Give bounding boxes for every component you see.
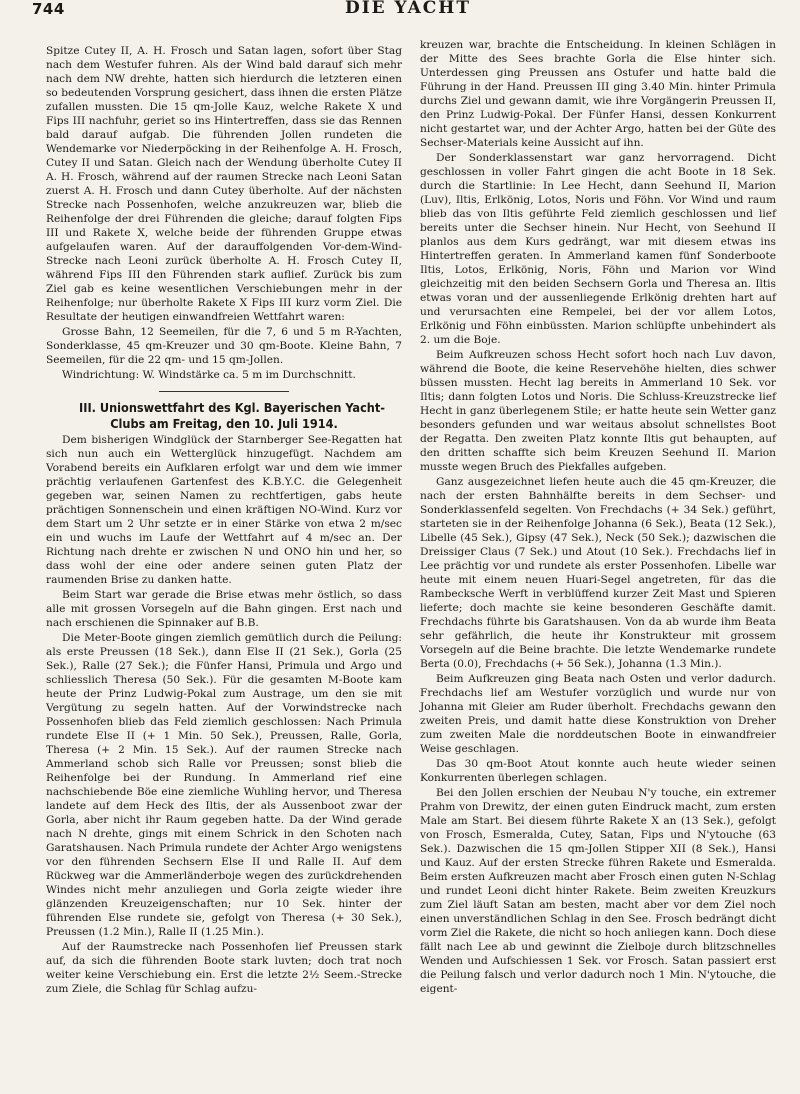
paragraph: Das 30 qm-Boot Atout konnte auch heute wieder seinen Konkurrenten überlegen schlagen. — [420, 758, 776, 784]
paragraph: Der Sonderklassenstart war ganz hervorragend. Dicht geschlossen in voller Fahrt gingen die acht Boote in 18 Sek. durch die Startlinie: In Lee Hecht, dann Seehund II, Marion (Luv), Iltis, Erlkönig, Lotos, Noris und Föhn. Vor Wind und raum blieb das von Iltis geführte Feld ziemlich geschlossen und lief bereits unter die Sechser hinein. Nur Hecht, von Seehund II planlos aus dem Kurs gedrängt, war mit diesem etwas ins Hintertreffen geraten. In Ammerland kamen fünf Sonderboote Iltis, Lotos, Erlkönig, Noris, Föhn und Marion vor Wind gleichzeitig mit den beiden Sechsern Gorla und Theresa an. Iltis etwas voran und der aussenliegende Erlkönig drehten hart auf und verursachten eine Rempelei, bei der vor allem Lotos, Erlkönig und Föhn einbüssten. Marion schlüpfte unbehindert als 2. um die Boje. — [420, 152, 776, 346]
paragraph: kreuzen war, brachte die Entscheidung. In kleinen Schlägen in der Mitte des Sees brachte Gorla die Else hinter sich. Unterdessen ging Preussen ans Ostufer und hatte bald die Führung in der Hand. Preussen III ging 3.40 Min. hinter Primula durchs Ziel und gewann damit, wie ihre Vorgängerin Preussen II, den Prinz Ludwig-Pokal. Der Fünfer Hansi, dessen Konkurrent nicht gestartet war, und der Achter Argo, hatten bei der Güte des Sechser-Materials keine Aussicht auf ihn. — [420, 39, 776, 149]
paragraph: Spitze Cutey II, A. H. Frosch und Satan lagen, sofort über Stag nach dem Westufer fuhren. Als der Wind bald darauf sich mehr nach dem NW drehte, hatten sich hierdurch die letzteren einen so bedeutenden Vorsprung gesichert, dass ihnen die ersten Plätze zufallen mussten. Die 15 qm-Jolle Kauz, welche Rakete X und Fips III nachfuhr, geriet so ins Hintertreffen, dass sie das Rennen bald darauf aufgab. Die führenden Jollen rundeten die Wendemarke vor Niederpöcking in der Reihenfolge A. H. Frosch, Cutey II und Satan. Gleich nach der Wendung überholte Cutey II A. H. Frosch, während auf der raumen Strecke nach Leoni Satan zuerst A. H. Frosch und dann Cutey überholte. Auf der nächsten Strecke nach Possenhofen, welche anzukreuzen war, blieb die Reihenfolge der drei Führenden die gleiche; darauf folgten Fips III und Rakete X, welche beide der führenden Gruppe etwas aufgelaufen waren. Auf der darauffolgenden Vor-dem-Wind-Strecke nach Leoni zurück überholte A. H. Frosch Cutey II, während Fips III den Führenden stark auflief. Zurück bis zum Ziel gab es keine wesentlichen Verschiebungen mehr in der Reihenfolge; nur überholte Rakete X Fips III kurz vorm Ziel. Die Resultate der heutigen einwandfreien Wettfahrt waren: — [46, 45, 402, 323]
paragraph: Ganz ausgezeichnet liefen heute auch die 45 qm-Kreuzer, die nach der ersten Bahnhälfte bereits in dem Sechser- und Sonderklassenfeld segelten. Von Frechdachs (+ 34 Sek.) geführt, starteten sie in der Reihenfolge Johanna (6 Sek.), Beata (12 Sek.), Libelle (45 Sek.), Gipsy (47 Sek.), Neck (50 Sek.); dazwischen die Dreissiger Claus (7 Sek.) und Atout (10 Sek.). Frechdachs lief in Lee prächtig vor und rundete als erster Possenhofen. Libelle war heute mit einem neuen Huari-Segel angetreten, für das die Rambecksche Werft in verblüffend kurzer Zeit Mast und Spieren lieferte; doch machte sie keine besonderen Geschäfte damit. Frechdachs führte bis Garatshausen. Von da ab wurde ihm Beata sehr gefährlich, die heute ihr Konstrukteur mit grossem Vorsegeln auf die Beine brachte. Die letzte Wendemarke rundete Berta (0.0), Frechdachs (+ 56 Sek.), Johanna (1.3 Min.). — [420, 476, 776, 670]
running-title: DIE YACHT — [344, 0, 472, 18]
paragraph: Grosse Bahn, 12 Seemeilen, für die 7, 6 und 5 m R-Yachten, Sonderklasse, 45 qm-Kreuzer und 30 qm-Boote. Kleine Bahn, 7 Seemeilen, für die 22 qm- und 15 qm-Jollen. — [46, 326, 402, 366]
page-number: 744 — [32, 0, 65, 18]
paragraph: Die Meter-Boote gingen ziemlich gemütlich durch die Peilung: als erste Preussen (18 Sek.), dann Else II (21 Sek.), Gorla (25 Sek.), Ralle (27 Sek.); die Fünfer Hansi, Primula und Argo und schliesslich Theresa (50 Sek.). Für die gesamten M-Boote kam heute der Prinz Ludwig-Pokal zum Austrage, um den sie mit Vergütung zu segeln hatten. Auf der Vorwindstrecke nach Possenhofen blieb das Feld ziemlich geschlossen: Nach Primula rundete Else II (+ 1 Min. 50 Sek.), Preussen, Ralle, Gorla, Theresa (+ 2 Min. 15 Sek.). Auf der raumen Strecke nach Ammerland schob sich Ralle vor Preussen; sonst blieb die Reihenfolge bei der Rundung. In Ammerland rief eine nachschiebende Böe eine ziemliche Wuhling hervor, und Theresa landete auf dem Heck des Iltis, der als Aussenboot zwar der Gorla, aber nicht ihr Raum gegeben hatte. Da der Wind gerade nach N drehte, gings mit einem Schrick in den Schoten nach Garatshausen. Nach Primula rundete der Achter Argo wenigstens vor den führenden Sechsern Else II und Ralle II. Auf dem Rückweg war die Ammerländerboje wegen des zurückdrehenden Windes nicht mehr anzuliegen und Gorla zeigte wieder ihre glänzenden Kreuzeigenschaften; nur 10 Sek. hinter der führenden Else rundete sie, gefolgt von Theresa (+ 30 Sek.), Preussen (1.2 Min.), Ralle II (1.25 Min.). — [46, 632, 402, 938]
section-heading: III. Unionswettfahrt des Kgl. Bayerischen Yacht-Clubs am Freitag, den 10. Juli 1914. — [79, 400, 385, 431]
paragraph: Auf der Raumstrecke nach Possenhofen lief Preussen stark auf, da sich die führenden Boote stark luvten; doch trat noch weiter keine Verschiebung ein. Erst die letzte 2½ Seem.-Strecke zum Ziele, die Schlag für Schlag aufzu- — [46, 941, 402, 995]
paragraph: Beim Start war gerade die Brise etwas mehr östlich, so dass alle mit grossen Vorsegeln auf die Bahn gingen. Erst nach und nach erschienen die Spinnaker auf B.B. — [46, 589, 402, 629]
left-column — [46, 44, 402, 997]
section-divider — [159, 391, 289, 392]
paragraph: Bei den Jollen erschien der Neubau N'y touche, ein extremer Prahm von Drewitz, der einen guten Eindruck macht, zum ersten Male am Start. Bei diesem führte Rakete X an (13 Sek.), gefolgt von Frosch, Esmeralda, Cutey, Satan, Fips und N'ytouche (63 Sek.). Dazwischen die 15 qm-Jollen Stipper XII (8 Sek.), Hansi und Kauz. Auf der ersten Strecke führen Rakete und Esmeralda. Beim ersten Aufkreuzen macht aber Frosch einen guten N-Schlag und rundet Leoni dicht hinter Rakete. Beim zweiten Kreuzkurs zum Ziel läuft Satan am besten, macht aber vor dem Ziel noch einen unverständlichen Schlag in den See. Frosch bedrängt dicht vorm Ziel die Rakete, die nicht so hoch anliegen kann. Doch diese fällt nach Lee ab und gewinnt die Zielboje durch blitzschnelles Wenden und Aufschiessen 1 Sek. vor Frosch. Satan passiert erst die Peilung falsch und verlor dadurch noch 1 Min. N'ytouche, die eigent- — [420, 787, 776, 995]
paragraph: Dem bisherigen Windglück der Starnberger See-Regatten hat sich nun auch ein Wetterglück hinzugefügt. Nachdem am Vorabend bereits ein Aufklaren erfolgt war und dem wie immer prächtig verlaufenen Gartenfest des K.B.Y.C. die Gelegenheit gegeben war, seinen Namen zu rechtfertigen, gabs heute prächtigen Sonnenschein und einen kräftigen NO-Wind. Kurz vor dem Start um 2 Uhr setzte er in einer Stärke von etwa 2 m/sec ein und wuchs im Laufe der Wettfahrt auf 4 m/sec an. Der Richtung nach drehte er zwischen N und ONO hin und her, so dass wohl der eine oder andere seinen guten Platz der raumenden Brise zu danken hatte. — [46, 434, 402, 586]
paragraph: Beim Aufkreuzen schoss Hecht sofort hoch nach Luv davon, während die Boote, die keine Reservehöhe hielten, dies schwer büssen mussten. Hecht lag bereits in Ammerland 10 Sek. vor Iltis; dann folgten Lotos und Noris. Die Schluss-Kreuzstrecke lief Hecht in ganz überlegenem Stile; er hatte heute sein Wetter ganz besonders gefunden und war weitaus absolut schnellstes Boot der Regatta. Den zweiten Platz konnte Iltis gut behaupten, auf den dritten schaffte sich beim Kreuzen Seehund II. Marion musste wegen Bruch des Piekfalles aufgeben. — [420, 349, 776, 473]
right-column — [420, 38, 776, 997]
paragraph: Windrichtung: W. Windstärke ca. 5 m im Durchschnitt. — [62, 369, 356, 381]
paragraph: Beim Aufkreuzen ging Beata nach Osten und verlor dadurch. Frechdachs lief am Westufer vorzüglich und wurde nur von Johanna mit Gleier am Ruder überholt. Frechdachs gewann den zweiten Preis, und damit hatte diese Konstruktion von Dreher zum zweiten Male die norddeutschen Boote in einwandfreier Weise geschlagen. — [420, 673, 776, 755]
